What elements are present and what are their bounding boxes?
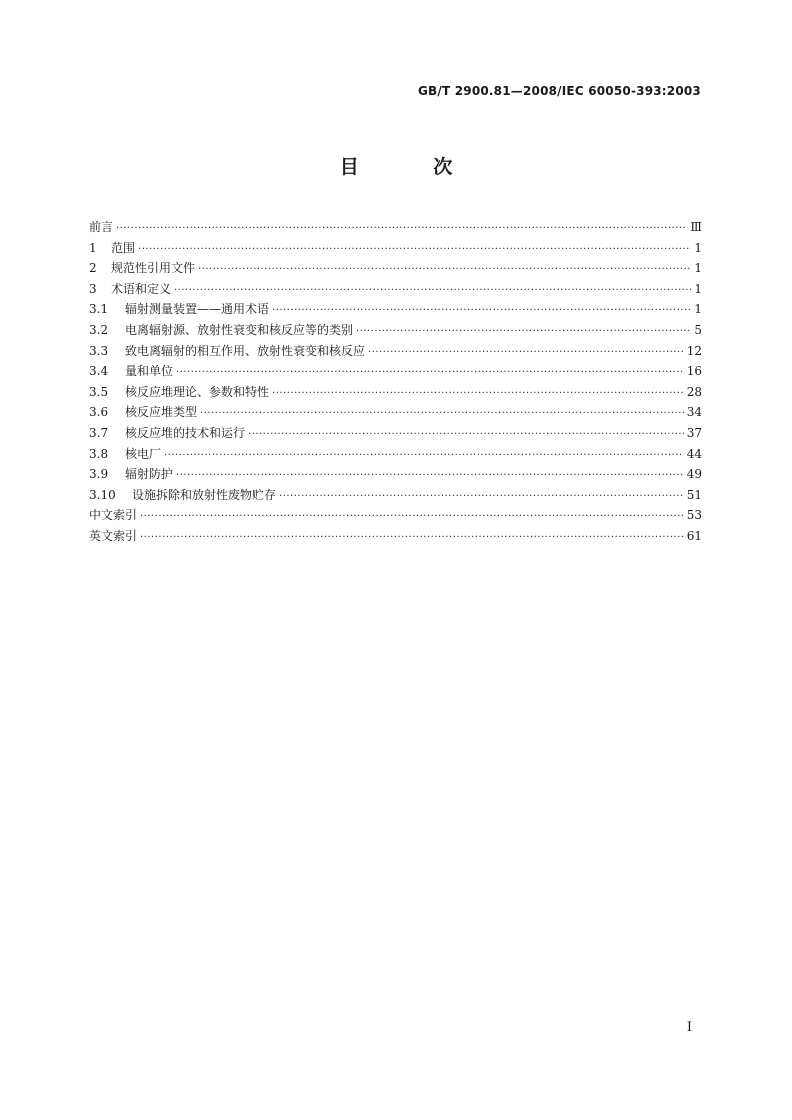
toc-entry-3-3[interactable] [89, 341, 702, 362]
page-number: I [686, 1020, 692, 1035]
toc-entry-3-9[interactable] [89, 464, 702, 485]
toc-entry-page: 5 [694, 322, 702, 337]
toc-entry-page: 34 [686, 405, 702, 420]
toc-entry-label: 术语和定义 [111, 281, 172, 296]
toc-entry-number: 3.9 [89, 467, 109, 482]
toc-leader-dots [248, 425, 684, 446]
toc-entry-number: 3.1 [89, 302, 109, 317]
toc-entry-page: 16 [686, 364, 702, 379]
toc-entry-3-7[interactable] [89, 423, 702, 444]
toc-entry-label: 英文索引 [89, 528, 138, 543]
toc-leader-dots [272, 384, 684, 405]
toc-entry-number: 3.8 [89, 446, 109, 461]
toc-leader-dots [174, 281, 691, 302]
toc-leader-dots [272, 301, 691, 322]
toc-entry-number: 3.3 [89, 343, 109, 358]
toc-entry-number: 2 [89, 261, 97, 276]
toc-entry-english-index[interactable] [89, 526, 702, 547]
toc-leader-dots [140, 528, 684, 549]
toc-leader-dots [356, 322, 691, 343]
toc-entry-page: 51 [686, 487, 702, 502]
toc-entry-label: 辐射防护 [125, 467, 174, 482]
toc-leader-dots [198, 260, 691, 281]
toc-entry-number: 3.6 [89, 405, 109, 420]
toc-entry-page: 28 [686, 384, 702, 399]
toc-entry-label: 前言 [89, 220, 114, 234]
toc-leader-dots [140, 507, 684, 528]
toc-entry-3-6[interactable] [89, 402, 702, 423]
toc-leader-dots [368, 343, 684, 364]
toc-entry-label: 设施拆除和放射性废物贮存 [132, 487, 277, 502]
toc-entry-page: 49 [686, 467, 702, 482]
toc-entry-label: 核反应堆类型 [125, 405, 198, 420]
toc-entry-3[interactable] [89, 279, 702, 300]
toc-entry-1[interactable] [89, 238, 702, 259]
toc-entry-label: 辐射测量装置——通用术语 [125, 302, 270, 317]
toc-entry-page: 37 [686, 425, 702, 440]
toc-entry-page: 53 [686, 508, 702, 523]
toc-entry-page: Ⅲ [690, 220, 702, 234]
toc-entry-foreword[interactable] [89, 217, 702, 238]
toc-entry-page: 1 [694, 240, 702, 255]
toc-entry-label: 规范性引用文件 [111, 261, 196, 276]
toc-entry-page: 12 [686, 343, 702, 358]
toc-entry-page: 1 [694, 261, 702, 276]
toc-entry-3-1[interactable] [89, 299, 702, 320]
toc-entry-page: 1 [694, 302, 702, 317]
toc-entry-chinese-index[interactable] [89, 505, 702, 526]
toc-entry-3-10[interactable] [89, 485, 702, 506]
toc-leader-dots [138, 240, 691, 261]
toc-entry-3-2[interactable] [89, 320, 702, 341]
page-title: 目 次 [339, 156, 487, 178]
standard-code: GB/T 2900.81—2008/IEC 60050-393:2003 [417, 84, 701, 98]
toc-entry-page: 44 [686, 446, 702, 461]
toc-entry-page: 61 [686, 528, 702, 543]
toc-entry-page: 1 [694, 281, 702, 296]
toc-entry-label: 核反应堆的技术和运行 [125, 425, 246, 440]
toc-entry-number: 3.7 [89, 425, 109, 440]
toc-entry-number: 1 [89, 240, 97, 255]
toc-entry-label: 中文索引 [89, 508, 138, 523]
toc-entry-label: 核反应堆理论、参数和特性 [125, 384, 270, 399]
toc-entry-number: 3.5 [89, 384, 109, 399]
table-of-contents [89, 217, 702, 547]
toc-entry-label: 电离辐射源、放射性衰变和核反应等的类别 [125, 322, 354, 337]
toc-entry-2[interactable] [89, 258, 702, 279]
toc-leader-dots [176, 363, 684, 384]
toc-entry-3-5[interactable] [89, 382, 702, 403]
toc-leader-dots [176, 466, 684, 487]
toc-entry-3-4[interactable] [89, 361, 702, 382]
toc-entry-label: 量和单位 [125, 364, 174, 379]
toc-leader-dots [200, 404, 684, 425]
toc-entry-3-8[interactable] [89, 444, 702, 465]
toc-leader-dots [116, 219, 687, 240]
toc-entry-label: 范围 [111, 240, 136, 255]
toc-entry-number: 3.4 [89, 364, 109, 379]
toc-entry-label: 致电离辐射的相互作用、放射性衰变和核反应 [125, 343, 366, 358]
toc-leader-dots [164, 446, 684, 467]
toc-leader-dots [279, 487, 684, 508]
toc-entry-number: 3.10 [89, 487, 116, 502]
toc-entry-number: 3.2 [89, 322, 109, 337]
toc-entry-number: 3 [89, 281, 97, 296]
toc-entry-label: 核电厂 [125, 446, 162, 461]
